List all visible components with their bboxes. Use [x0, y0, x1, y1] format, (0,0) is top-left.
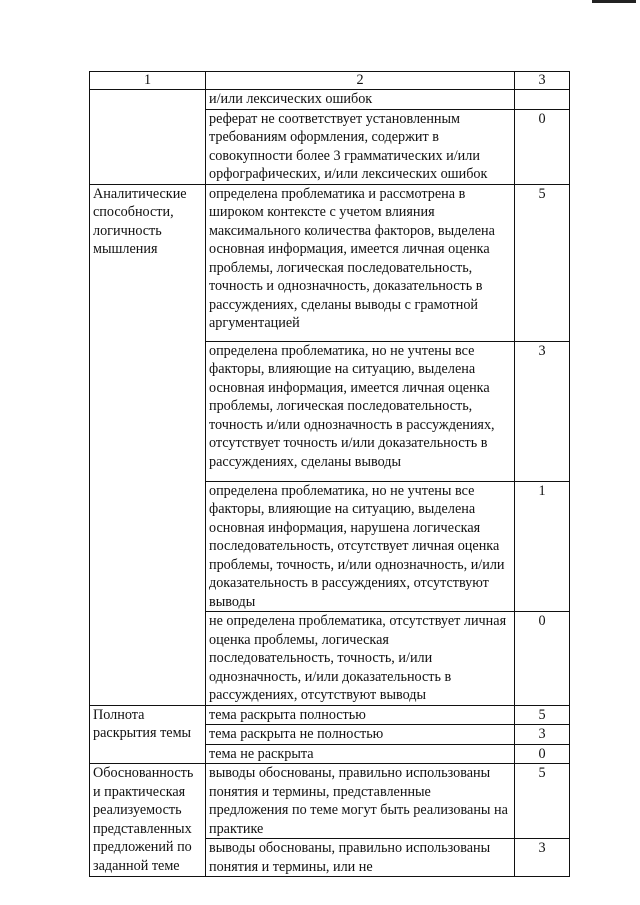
score-cell: 5: [515, 705, 570, 725]
header-col-2: 2: [206, 72, 515, 90]
description-cell: тема не раскрыта: [206, 744, 515, 764]
table-row: [90, 184, 570, 341]
scan-mark: [592, 0, 636, 3]
description-cell: определена проблематика и рассмотрена в широком контексте с учетом влияния максимального количества факторов, выделена основная информация, имеется личная оценка проблемы, логическая последовательность, точность и однозначность, доказательность в рассуждениях, сделаны выводы с грамотной аргументацией: [206, 184, 515, 341]
score-cell: 3: [515, 839, 570, 877]
criterion-cell-continued: [90, 90, 206, 185]
table-row: [90, 90, 570, 110]
header-row: [90, 72, 570, 90]
table-row: [90, 764, 570, 839]
score-cell: 0: [515, 612, 570, 706]
score-cell: 0: [515, 744, 570, 764]
header-col-1: 1: [90, 72, 206, 90]
header-col-3: 3: [515, 72, 570, 90]
score-cell: 5: [515, 764, 570, 839]
criterion-cell: Обоснованность и практическая реализуемость представленных предложений по заданной теме: [90, 764, 206, 877]
description-cell: и/или лексических ошибок: [206, 90, 515, 110]
description-cell: определена проблематика, но не учтены все факторы, влияющие на ситуацию, выделена основная информация, нарушена логическая последовательность, отсутствует личная оценка проблемы, точность, и/или однозначность, и/или доказательность в рассуждениях, отсутствуют выводы: [206, 481, 515, 612]
score-cell: 1: [515, 481, 570, 612]
criterion-cell: Аналитические способности, логичность мышления: [90, 184, 206, 705]
score-cell: 5: [515, 184, 570, 341]
criteria-table: [89, 71, 570, 877]
description-cell: выводы обоснованы, правильно использованы понятия и термины, представленные предложения по теме могут быть реализованы на практике: [206, 764, 515, 839]
score-cell: 0: [515, 109, 570, 184]
table-row: [90, 705, 570, 725]
criterion-cell: Полнота раскрытия темы: [90, 705, 206, 764]
score-cell: 3: [515, 341, 570, 481]
description-cell: тема раскрыта не полностью: [206, 725, 515, 745]
description-cell: тема раскрыта полностью: [206, 705, 515, 725]
description-cell: не определена проблематика, отсутствует личная оценка проблемы, логическая последовательность, точность, и/или однозначность, и/или доказательность в рассуждениях, отсутствуют выводы: [206, 612, 515, 706]
description-cell: выводы обоснованы, правильно использованы понятия и термины, или не: [206, 839, 515, 877]
score-cell: [515, 90, 570, 110]
description-cell: реферат не соответствует установленным требованиям оформления, содержит в совокупности более 3 грамматических и/или орфографических, и/или лексических ошибок: [206, 109, 515, 184]
score-cell: 3: [515, 725, 570, 745]
description-cell: определена проблематика, но не учтены все факторы, влияющие на ситуацию, выделена основная информация, имеется личная оценка проблемы, логическая последовательность, точность и/или однозначность в рассуждениях, отсутствует точность и/или доказательность в рассуждениях, сделаны выводы: [206, 341, 515, 481]
